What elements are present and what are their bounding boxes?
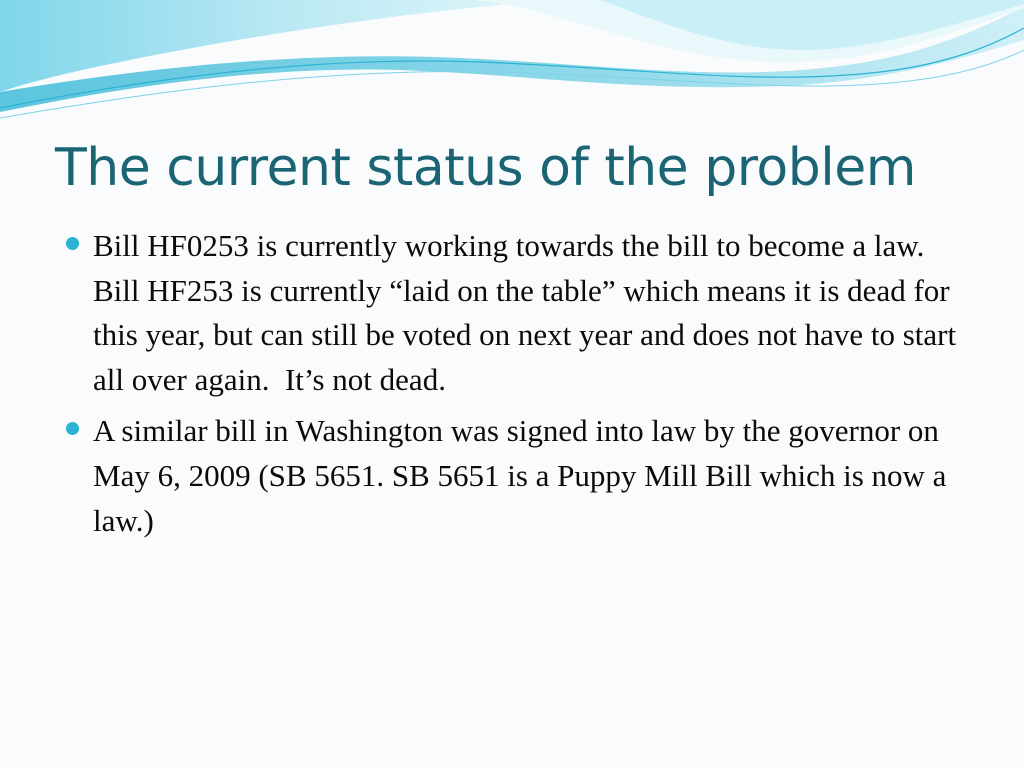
wave-decoration [0, 0, 1024, 130]
wave-band-light [0, 0, 560, 92]
bullet-text: A similar bill in Washington was signed into law by the governor on May 6, 2009 (SB 5651. SB 5651 is a Puppy Mill Bill which is now a law.) [93, 413, 947, 538]
bullet-item [64, 224, 974, 402]
bullet-item [64, 409, 974, 543]
bullet-dot-icon [66, 237, 79, 250]
bullet-text: Bill HF0253 is currently working towards the bill to become a law. Bill HF253 is currently “laid on the table” which means it is dead for this year, but can still be voted on next year and does not have to start all over again. It’s not dead. [93, 228, 957, 397]
slide-title: The current status of the problem [55, 138, 916, 198]
bullet-dot-icon [66, 422, 79, 435]
bullet-list [64, 224, 974, 550]
